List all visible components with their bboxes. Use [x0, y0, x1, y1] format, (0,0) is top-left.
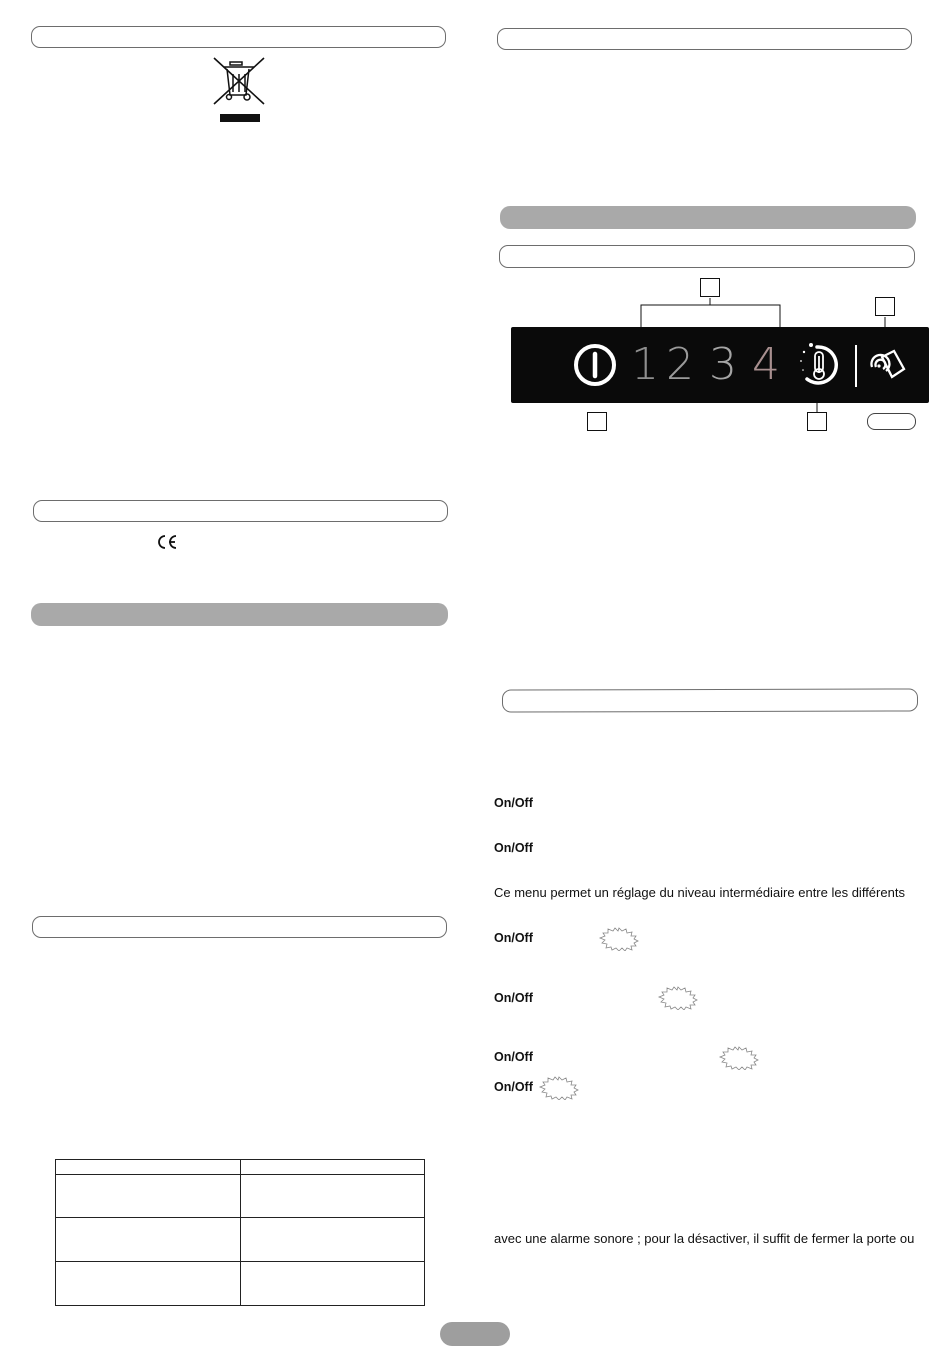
callout-label-digits [700, 278, 720, 297]
starburst-icon [537, 1076, 581, 1100]
section-header-box [502, 688, 918, 712]
section-header-box [497, 28, 912, 50]
nfc-tag-icon[interactable] [864, 347, 906, 385]
section-header-box [31, 26, 446, 48]
power-icon[interactable] [572, 342, 618, 388]
starburst-icon [597, 927, 641, 951]
spec-table [55, 1159, 425, 1306]
note-badge [867, 413, 916, 430]
alarm-description-text: avec une alarme sonore ; pour la désactiver, il suffit de fermer la porte ou [494, 1231, 915, 1246]
callout-label-temperature [807, 412, 827, 431]
level-digit-4[interactable]: 4 [752, 339, 780, 390]
level-digit-2[interactable]: 2 [666, 339, 694, 390]
table-cell [56, 1218, 241, 1262]
onoff-label: On/Off [494, 841, 533, 855]
starburst-icon [656, 986, 700, 1010]
table-cell [241, 1218, 425, 1262]
section-title-bar [500, 206, 916, 229]
table-row [56, 1218, 425, 1262]
menu-description-text: Ce menu permet un réglage du niveau intermédiaire entre les différents [494, 885, 905, 900]
table-cell [56, 1175, 241, 1218]
level-digit-1[interactable]: 1 [631, 339, 659, 390]
table-row [56, 1262, 425, 1306]
onoff-label: On/Off [494, 991, 533, 1005]
table-cell [56, 1262, 241, 1306]
thermometer-icon[interactable] [795, 339, 845, 389]
table-row [56, 1175, 425, 1218]
onoff-label: On/Off [494, 796, 533, 810]
ce-mark-icon [155, 534, 179, 550]
table-cell [241, 1175, 425, 1218]
weee-crossed-bin-icon [212, 56, 268, 126]
table-cell [56, 1160, 241, 1175]
page-number-badge [440, 1322, 510, 1346]
level-digit-3[interactable]: 3 [709, 339, 737, 390]
table-cell [241, 1262, 425, 1306]
onoff-label: On/Off [494, 1050, 533, 1064]
section-header-box [32, 916, 447, 938]
onoff-label: On/Off [494, 931, 533, 945]
section-header-box [33, 500, 448, 522]
onoff-label: On/Off [494, 1080, 533, 1094]
starburst-icon [717, 1046, 761, 1070]
control-panel [511, 327, 929, 403]
callout-label-nfc [875, 297, 895, 316]
table-cell [241, 1160, 425, 1175]
panel-divider [855, 345, 857, 387]
section-title-bar [31, 603, 448, 626]
section-header-box [499, 245, 915, 268]
table-row [56, 1160, 425, 1175]
callout-label-power [587, 412, 607, 431]
